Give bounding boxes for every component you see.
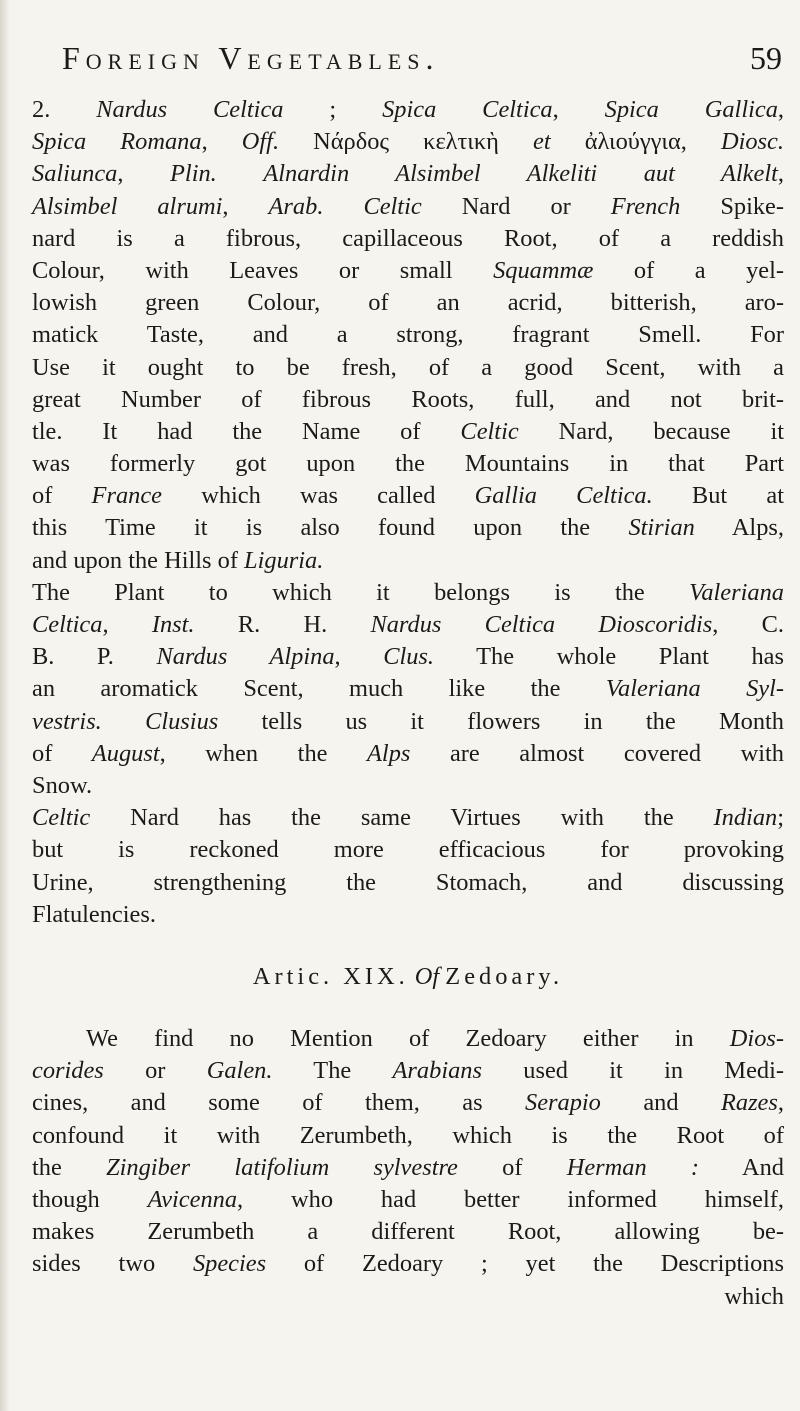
text-run: , [117,160,171,188]
text-run: Colour, with Leaves or small [32,256,494,284]
text-line [32,545,784,577]
text-run: ἀλιούγγια, [550,128,721,156]
text-run: We find no Mention of Zedoary either in [86,1025,730,1053]
text-run: , [777,1089,784,1117]
page-gutter-shadow [0,0,10,1411]
running-title: Foreign Vegetables. [62,40,440,76]
article-subject: Zedoary. [445,962,564,990]
text-line [32,512,784,544]
text-run: nard is a fibrous, capillaceous Root, of a reddish [32,224,784,252]
text-line [32,609,784,641]
text-run: Nard, because it [518,417,785,445]
text-line [32,1023,784,1055]
italic-text-run: Clusius [145,707,219,735]
text-run: used it in Medi- [481,1057,785,1085]
italic-text-run: August [91,739,160,767]
italic-text-run: France [91,482,162,510]
text-run: , [201,128,242,156]
text-run: matick Taste, and a strong, fragrant Smell. For [32,321,784,349]
text-line [32,191,784,223]
italic-text-run: Inst. [151,611,195,638]
text-run: the [32,1153,107,1181]
italic-text-run: Nardus Celtica Dioscoridis [370,611,713,638]
text-run: , [777,160,784,188]
text-run: The whole Plant has [434,643,784,671]
text-run: Alps, [694,514,784,542]
text-run: , [222,192,269,220]
italic-text-run: Galen. [206,1057,273,1085]
text-run: , [552,96,605,123]
text-run: The [272,1057,393,1085]
italic-text-run: Zingiber latifolium sylvestre [106,1153,458,1181]
italic-text-run: Gallia Celtica. [474,482,653,510]
text-line [32,1184,784,1216]
text-run: makes Zerumbeth a different Root, allowing be- [32,1218,784,1246]
italic-text-run: Nardus Alpina [156,643,335,671]
text-line [32,706,784,738]
section-gap [32,993,784,1023]
italic-text-run: Celtic [460,417,519,445]
text-run: , who had better informed himself, [237,1186,784,1213]
italic-text-run: Arabians [392,1057,482,1085]
text-run: , [102,611,152,638]
text-run [323,193,363,220]
text-run: of Zedoary ; yet the Descriptions [266,1250,784,1278]
italic-text-run: Nardus Celtica [96,96,284,123]
italic-text-run: Saliunca [32,160,118,188]
text-run: of a yel- [593,256,784,284]
body-text [32,94,784,1313]
text-run: , [334,643,384,671]
text-line [32,1055,784,1087]
text-run: an aromatick Scent, much like the [32,675,606,703]
italic-text-run: Avicenna [147,1186,238,1213]
text-run: ; [283,96,383,123]
text-run: cines, and some of them, as [32,1089,525,1117]
italic-text-run: French [610,192,681,220]
text-run: Snow. [32,771,93,799]
text-line [32,1152,784,1184]
italic-text-run: Serapio [525,1089,601,1117]
text-run: though [32,1186,148,1213]
text-line [32,1120,784,1152]
text-line [32,319,784,351]
text-line [32,1216,784,1248]
text-line [32,416,784,448]
text-run: R. H. [194,611,371,638]
italic-text-run: Off. [241,128,280,156]
text-run [102,708,145,735]
italic-text-run: Squammæ [493,256,594,284]
text-run: , when the [159,739,368,767]
text-run: of [32,739,92,767]
text-line [32,834,784,866]
text-run: B. P. [32,643,157,671]
italic-text-run: Razes [720,1089,778,1117]
section-gap [32,931,784,961]
text-run: tle. It had the Name of [32,417,461,445]
text-run: Flatulencies. [32,900,156,928]
italic-text-run: Alnardin Alsimbel Alkeliti aut Alkelt [263,160,778,188]
italic-text-run: Liguria. [244,546,324,574]
text-run: Nard or [421,192,611,220]
text-run: Spike- [680,192,784,220]
text-line [32,384,784,416]
text-line [32,158,784,190]
text-run: But at [652,482,784,510]
text-line [32,577,784,609]
text-run: , C. [712,611,784,638]
text-line [32,352,784,384]
text-line [32,480,784,512]
text-run: was formerly got upon the Mountains in that Part [32,450,784,478]
italic-text-run: Celtic [363,192,422,220]
text-line [32,287,784,319]
italic-text-run: Species [192,1250,267,1278]
text-run: The Plant to which it belongs is the [32,578,690,606]
text-run: Use it ought to be fresh, of a good Scent, with a [32,353,784,381]
italic-text-run: Plin. [170,160,217,188]
article-label: Artic. XIX. [252,962,409,990]
italic-text-run: Spica Celtica [382,96,553,123]
text-run: great Number of fibrous Roots, full, and not brit- [32,385,784,413]
article-heading [32,961,784,993]
text-run: , [777,96,785,123]
text-run: this Time it is also found upon the [32,514,629,542]
text-run: which was called [161,482,475,510]
text-run: confound it with Zerumbeth, which is the Root of [32,1121,784,1149]
text-line [32,223,784,255]
text-run: but is reckoned more efficacious for provoking [32,836,784,864]
text-line [32,1087,784,1119]
italic-text-run: Diosc. [720,128,784,156]
text-line [32,255,784,287]
text-run: are almost covered with [410,739,784,767]
text-line [32,126,784,158]
italic-text-run: Herman : [566,1153,700,1181]
italic-text-run: et [533,128,551,156]
italic-text-run: Spica Romana [32,128,202,156]
text-run: tells us it flowers in the Month [218,707,784,735]
text-line [32,899,784,931]
text-run: ; [777,804,784,832]
text-run [217,160,264,187]
italic-text-run: Celtica [32,611,103,638]
italic-text-run: corides [32,1057,104,1085]
italic-text-run: Dios- [729,1025,784,1053]
text-run: 2. [32,96,97,123]
text-line [32,867,784,899]
text-run: and upon the Hills of [32,546,245,574]
text-line [32,1248,784,1280]
text-line [32,448,784,480]
text-run: And [699,1153,784,1181]
italic-text-run: Alps [367,739,411,767]
text-line [32,94,784,126]
text-run: sides two [32,1250,193,1278]
running-head [32,28,782,88]
italic-text-run: Clus. [383,643,435,671]
page-number: 59 [750,40,782,76]
text-line [32,770,784,802]
text-run: Νάρδος κελτικὴ [279,128,534,156]
text-run: or [103,1057,207,1085]
italic-text-run: Indian [713,804,778,832]
article-of: Of [414,962,440,990]
text-run: of [32,482,92,510]
text-line [32,673,784,705]
text-run: lowish green Colour, of an acrid, bitterish, aro- [32,289,784,317]
italic-text-run: Stirian [628,514,695,542]
text-run: of [457,1153,567,1181]
italic-text-run: Arab. [268,192,324,220]
text-run: which [724,1282,784,1310]
italic-text-run: Valeriana [689,578,784,606]
text-run: Nard has the same Virtues with the [90,804,714,832]
italic-text-run: vestris. [32,707,102,735]
italic-text-run: Spica Gallica [604,96,778,123]
italic-text-run: Valeriana Syl- [605,675,784,703]
text-line [32,802,784,834]
italic-text-run: Alsimbel alrumi [32,192,223,220]
text-line [32,641,784,673]
text-run: and [600,1089,721,1117]
text-line [32,738,784,770]
text-run: Urine, strengthening the Stomach, and discussing [32,868,784,896]
catchword [32,1281,784,1313]
italic-text-run: Celtic [32,804,91,832]
